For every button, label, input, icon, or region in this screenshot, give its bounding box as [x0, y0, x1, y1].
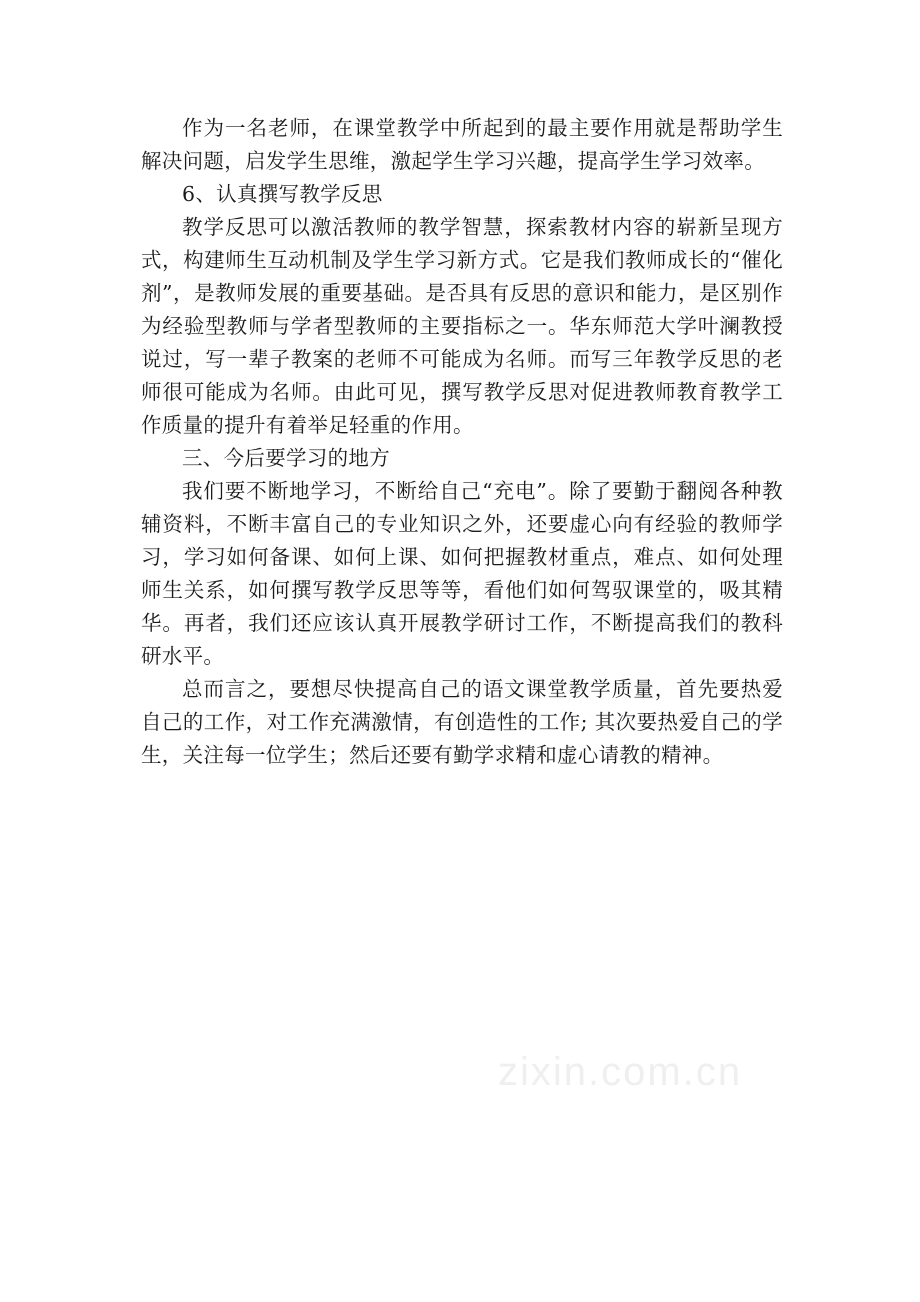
document-page	[141, 112, 783, 772]
section-heading-future-learning: 三、今后要学习的地方	[182, 446, 390, 470]
paragraph-teacher-role: 作为一名老师，在课堂教学中所起到的最主要作用就是帮助学生解决问题，启发学生思维，激起学生学习兴趣，提高学生学习效率。	[141, 116, 783, 173]
paragraph-teaching-reflection: 教学反思可以激活教师的教学智慧，探索教材内容的崭新呈现方式，构建师生互动机制及学生学习新方式。它是我们教师成长的“催化剂”，是教师发展的重要基础。是否具有反思的意识和能力，是区别作为经验型教师与学者型教师的主要指标之一。华东师范大学叶澜教授说过，写一辈子教案的老师不可能成为名师。而写三年教学反思的老师很可能成为名师。由此可见，撰写教学反思对促进教师教育教学工作质量的提升有着举足轻重的作用。	[141, 215, 783, 437]
section-heading-teaching-reflection: 6、认真撰写教学反思	[182, 182, 383, 206]
paragraph-continuous-learning: 我们要不断地学习，不断给自己“充电”。除了要勤于翻阅各种教辅资料，不断丰富自己的专业知识之外，还要虚心向有经验的教师学习，学习如何备课、如何上课、如何把握教材重点，难点、如何处理师生关系，如何撰写教学反思等等，看他们如何驾驭课堂的，吸其精华。再者，我们还应该认真开展教学研讨工作，不断提高我们的教科研水平。	[141, 479, 783, 668]
paragraph-conclusion: 总而言之，要想尽快提高自己的语文课堂教学质量，首先要热爱自己的工作，对工作充满激情，有创造性的工作; 其次要热爱自己的学生，关注每一位学生；然后还要有勤学求精和虚心请教的精神。	[141, 677, 783, 767]
watermark: zixin.com.cn	[498, 1050, 743, 1094]
